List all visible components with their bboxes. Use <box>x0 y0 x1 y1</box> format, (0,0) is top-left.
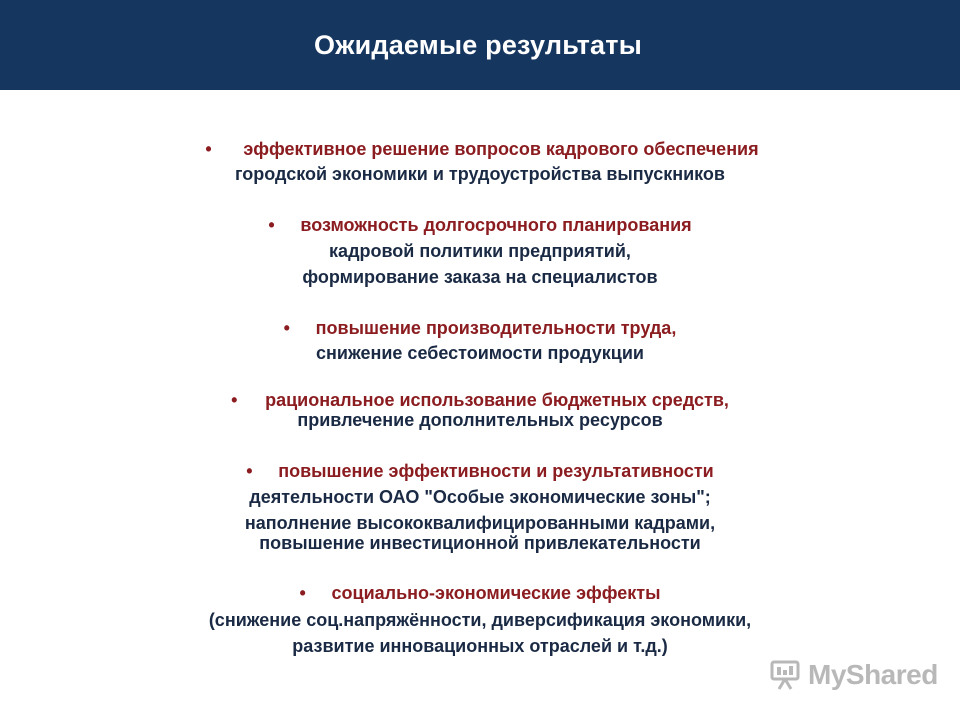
watermark <box>768 658 938 692</box>
result-item-2-line-2: формирование заказа на специалистов <box>302 267 658 287</box>
result-item-1-line-1: городской экономики и трудоустройства выпускников <box>235 164 725 184</box>
result-item-3-line-1: снижение себестоимости продукции <box>316 343 644 363</box>
result-item-6-lead <box>0 582 960 604</box>
result-item-1-lead <box>0 138 960 160</box>
watermark-text: MyShared <box>808 659 938 690</box>
result-item-lead-text: эффективное решение вопросов кадрового обеспечения <box>243 139 759 159</box>
slide-title: Ожидаемые результаты <box>314 29 642 60</box>
bullet: • <box>268 215 275 235</box>
bullet: • <box>246 461 253 481</box>
result-item-lead-text: социально-экономические эффекты <box>331 583 661 603</box>
bullet: • <box>283 318 290 338</box>
result-item-2-line-1: кадровой политики предприятий, <box>329 241 631 261</box>
result-item-lead-text: рациональное использование бюджетных средств, <box>265 390 729 410</box>
title-bar <box>0 0 960 90</box>
result-item-2-lead <box>0 214 960 236</box>
result-item-3-lead <box>0 317 960 339</box>
bullet: • <box>231 390 238 410</box>
result-item-lead-text: возможность долгосрочного планирования <box>300 215 692 235</box>
result-item-5-line-1: деятельности ОАО "Особые экономические зоны"; <box>249 487 711 507</box>
result-item-6-line-1: (снижение соц.напряжённости, диверсификация экономики, <box>208 610 752 630</box>
bullet: • <box>299 583 306 603</box>
result-item-5-line-3: повышение инвестиционной привлекательности <box>259 533 701 553</box>
result-item-lead-text: повышение производительности труда, <box>315 318 677 338</box>
result-item-5-line-2: наполнение высококвалифицированными кадрами, <box>244 513 716 533</box>
result-item-5-lead <box>0 460 960 482</box>
presentation-board-icon <box>768 659 802 691</box>
result-item-6-line-2: развитие инновационных отраслей и т.д.) <box>292 636 668 656</box>
bullet: • <box>205 139 212 159</box>
result-item-4-lead <box>0 389 960 411</box>
result-item-lead-text: повышение эффективности и результативности <box>278 461 714 481</box>
result-item-4-line-1: привлечение дополнительных ресурсов <box>297 410 663 430</box>
